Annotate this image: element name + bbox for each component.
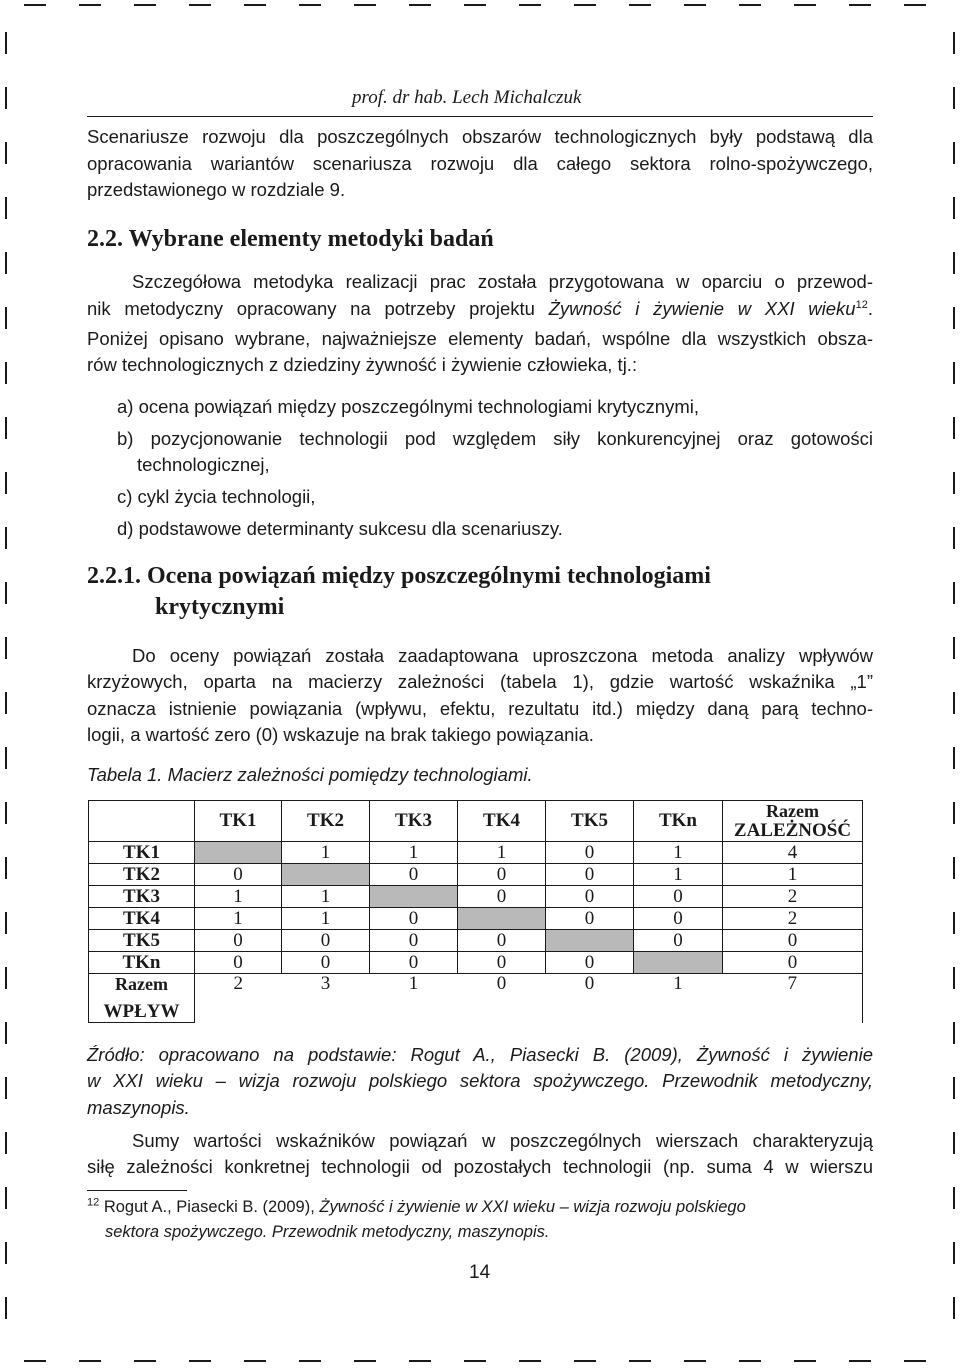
matrix-cell: 0 bbox=[195, 952, 282, 974]
crop-mark bbox=[189, 1360, 211, 1362]
matrix-cell: 0 bbox=[370, 864, 458, 886]
crop-mark bbox=[299, 1360, 321, 1362]
crop-mark bbox=[5, 582, 7, 604]
crop-mark bbox=[5, 362, 7, 384]
row-total: 0 bbox=[723, 930, 863, 952]
crop-mark bbox=[953, 197, 955, 219]
crop-mark bbox=[24, 4, 46, 6]
method-line-3: Poniżej opisano wybrane, najważniejsze elementy badań, wspólne dla wszystkich obsza- bbox=[87, 328, 873, 349]
crop-mark bbox=[953, 362, 955, 384]
wplyw-label: WPŁYW bbox=[103, 1001, 180, 1022]
crop-mark bbox=[794, 1360, 816, 1362]
running-head: prof. dr hab. Lech Michalczuk bbox=[352, 87, 582, 108]
row-header: TK4 bbox=[89, 908, 195, 930]
footnote-line-1 bbox=[87, 1196, 746, 1219]
row-total: 1 bbox=[723, 864, 863, 886]
table-header-row bbox=[89, 801, 863, 842]
crop-mark bbox=[953, 967, 955, 989]
footnote-rule bbox=[87, 1190, 187, 1191]
crop-mark bbox=[904, 4, 926, 6]
col-header-razem bbox=[723, 801, 863, 842]
list-item-d: d) podstawowe determinanty sukcesu dla scenariuszy. bbox=[117, 518, 563, 539]
row-total: 4 bbox=[723, 842, 863, 864]
crop-mark bbox=[953, 1187, 955, 1209]
matrix-cell: 0 bbox=[458, 930, 546, 952]
crop-mark bbox=[5, 912, 7, 934]
crop-mark bbox=[409, 4, 431, 6]
crop-mark bbox=[739, 1360, 761, 1362]
dependency-matrix-table bbox=[88, 800, 863, 1023]
col-header-tk1: TK1 bbox=[195, 801, 282, 842]
matrix-cell: 0 bbox=[634, 908, 723, 930]
razem-cell: 0 bbox=[458, 974, 546, 1023]
col-header-razem-line-2: ZALEŻNOŚĆ bbox=[733, 820, 852, 841]
crop-mark bbox=[904, 1360, 926, 1362]
crop-mark bbox=[953, 1242, 955, 1264]
crop-mark bbox=[953, 802, 955, 824]
razem-cell: 3 bbox=[282, 974, 370, 1023]
crop-mark bbox=[409, 1360, 431, 1362]
crop-mark bbox=[5, 967, 7, 989]
matrix-cell: 1 bbox=[195, 886, 282, 908]
crop-mark bbox=[24, 1360, 46, 1362]
crop-mark bbox=[299, 4, 321, 6]
crop-mark bbox=[5, 1297, 7, 1319]
matrix-cell: 1 bbox=[458, 842, 546, 864]
diagonal-cell bbox=[195, 842, 282, 864]
crop-mark bbox=[5, 527, 7, 549]
method-line-4: rów technologicznych z dziedziny żywność i żywienie człowieka, tj.: bbox=[87, 354, 638, 375]
method-line-2-text: nik metodyczny opracowany na potrzeby projektu bbox=[87, 298, 549, 319]
crop-mark bbox=[354, 4, 376, 6]
table-row bbox=[89, 930, 863, 952]
crop-mark bbox=[5, 142, 7, 164]
row-total: 2 bbox=[723, 908, 863, 930]
matrix-cell: 0 bbox=[282, 952, 370, 974]
method-line-2 bbox=[87, 296, 873, 322]
row-header: TK2 bbox=[89, 864, 195, 886]
crop-mark bbox=[189, 4, 211, 6]
footnote-title: Żywność i żywienie w XXI wieku – wizja rozwoju polskiego bbox=[319, 1198, 746, 1216]
crop-mark bbox=[953, 142, 955, 164]
page-number: 14 bbox=[469, 1262, 491, 1283]
crop-mark bbox=[5, 637, 7, 659]
crop-mark bbox=[953, 527, 955, 549]
crop-mark bbox=[629, 4, 651, 6]
crop-mark bbox=[5, 472, 7, 494]
crop-mark bbox=[953, 472, 955, 494]
matrix-cell: 0 bbox=[370, 952, 458, 974]
matrix-cell: 0 bbox=[195, 864, 282, 886]
footnote-line-2: sektora spożywczego. Przewodnik metodyczny, maszynopis. bbox=[105, 1223, 550, 1241]
crop-mark bbox=[953, 1022, 955, 1044]
row-header: TKn bbox=[89, 952, 195, 974]
matrix-cell: 0 bbox=[634, 930, 723, 952]
list-item-b-line-2: technologicznej, bbox=[137, 454, 270, 475]
matrix-cell: 0 bbox=[458, 864, 546, 886]
crop-mark bbox=[464, 1360, 486, 1362]
col-header-tk3: TK3 bbox=[370, 801, 458, 842]
matrix-cell: 0 bbox=[370, 930, 458, 952]
matrix-cell: 0 bbox=[546, 886, 634, 908]
row-total: 0 bbox=[723, 952, 863, 974]
row-header: TK5 bbox=[89, 930, 195, 952]
section-heading-2-2-1-cont: krytycznymi bbox=[155, 594, 285, 620]
footnote-ref-12: 12 bbox=[855, 298, 868, 311]
closing-line-1: Sumy wartości wskaźników powiązań w poszczególnych wierszach charakteryzują bbox=[132, 1130, 873, 1151]
assoc-line-4: logii, a wartość zero (0) wskazuje na brak takiego powiązania. bbox=[87, 724, 594, 745]
crop-mark bbox=[5, 307, 7, 329]
intro-line-3: przedstawionego w rozdziale 9. bbox=[87, 179, 346, 200]
matrix-cell: 1 bbox=[282, 886, 370, 908]
matrix-cell: 0 bbox=[634, 886, 723, 908]
col-header-tkn: TKn bbox=[634, 801, 723, 842]
intro-line-2: opracowania wariantów scenariusza rozwoju dla całego sektora rolno-spożywczego, bbox=[87, 153, 873, 174]
table-razem-row bbox=[89, 974, 863, 1023]
crop-mark bbox=[953, 747, 955, 769]
crop-mark bbox=[953, 417, 955, 439]
crop-mark bbox=[79, 1360, 101, 1362]
crop-mark bbox=[134, 1360, 156, 1362]
section-heading-2-2: 2.2. Wybrane elementy metodyki badań bbox=[87, 226, 494, 252]
crop-mark bbox=[739, 4, 761, 6]
matrix-cell: 1 bbox=[282, 908, 370, 930]
crop-mark bbox=[953, 857, 955, 879]
diagonal-cell bbox=[634, 952, 723, 974]
col-header-tk4: TK4 bbox=[458, 801, 546, 842]
crop-mark bbox=[953, 32, 955, 54]
table-corner-cell bbox=[89, 801, 195, 842]
crop-mark bbox=[953, 637, 955, 659]
razem-total: 7 bbox=[723, 974, 863, 1023]
crop-mark bbox=[953, 582, 955, 604]
header-rule bbox=[87, 116, 873, 117]
crop-mark bbox=[684, 4, 706, 6]
crop-mark bbox=[953, 1297, 955, 1319]
method-line-1: Szczegółowa metodyka realizacji prac została przygotowana w oparciu o przewod- bbox=[132, 271, 873, 292]
crop-mark bbox=[5, 692, 7, 714]
razem-cell: 0 bbox=[546, 974, 634, 1023]
razem-cell: 1 bbox=[370, 974, 458, 1023]
table-caption: Tabela 1. Macierz zależności pomiędzy technologiami. bbox=[87, 764, 533, 785]
table-row bbox=[89, 908, 863, 930]
row-total: 2 bbox=[723, 886, 863, 908]
matrix-cell: 0 bbox=[546, 908, 634, 930]
diagonal-cell bbox=[546, 930, 634, 952]
assoc-line-2: krzyżowych, oparta na macierzy zależności (tabela 1), gdzie wartość wskaźnika „1” bbox=[87, 671, 873, 692]
source-line-3: maszynopis. bbox=[87, 1097, 190, 1118]
closing-line-2: siłę zależności konkretnej technologii od pozostałych technologii (np. suma 4 w wierszu bbox=[87, 1156, 873, 1177]
matrix-cell: 0 bbox=[546, 842, 634, 864]
crop-mark bbox=[953, 87, 955, 109]
table-row bbox=[89, 952, 863, 974]
matrix-cell: 0 bbox=[370, 908, 458, 930]
table-row bbox=[89, 842, 863, 864]
razem-row-label: Razem bbox=[115, 974, 168, 994]
crop-mark bbox=[5, 857, 7, 879]
razem-cell: 1 bbox=[634, 974, 723, 1023]
crop-mark bbox=[5, 197, 7, 219]
col-header-razem-line-1: Razem bbox=[766, 801, 819, 821]
crop-mark bbox=[5, 1077, 7, 1099]
crop-mark bbox=[953, 252, 955, 274]
crop-mark bbox=[464, 4, 486, 6]
diagonal-cell bbox=[458, 908, 546, 930]
matrix-cell: 1 bbox=[282, 842, 370, 864]
crop-mark bbox=[519, 1360, 541, 1362]
diagonal-cell bbox=[282, 864, 370, 886]
footnote-authors: Rogut A., Piasecki B. (2009), bbox=[99, 1198, 320, 1216]
matrix-cell: 1 bbox=[634, 864, 723, 886]
row-header-razem bbox=[89, 974, 195, 1023]
section-heading-2-2-1: 2.2.1. Ocena powiązań między poszczególnymi technologiami bbox=[87, 563, 711, 589]
crop-mark bbox=[629, 1360, 651, 1362]
source-line-1: Źródło: opracowano na podstawie: Rogut A., Piasecki B. (2009), Żywność i żywienie bbox=[87, 1044, 873, 1065]
col-header-tk2: TK2 bbox=[282, 801, 370, 842]
crop-mark bbox=[5, 1187, 7, 1209]
crop-mark bbox=[574, 1360, 596, 1362]
crop-mark bbox=[849, 1360, 871, 1362]
crop-mark bbox=[953, 912, 955, 934]
crop-mark bbox=[684, 1360, 706, 1362]
crop-mark bbox=[5, 1022, 7, 1044]
crop-mark bbox=[79, 4, 101, 6]
list-item-c: c) cykl życia technologii, bbox=[117, 486, 316, 507]
crop-mark bbox=[5, 417, 7, 439]
diagonal-cell bbox=[370, 886, 458, 908]
matrix-cell: 0 bbox=[195, 930, 282, 952]
crop-mark bbox=[953, 1132, 955, 1154]
razem-cell: 2 bbox=[195, 974, 282, 1023]
matrix-cell: 1 bbox=[634, 842, 723, 864]
crop-mark bbox=[953, 1077, 955, 1099]
col-header-tk5: TK5 bbox=[546, 801, 634, 842]
row-header: TK1 bbox=[89, 842, 195, 864]
matrix-cell: 1 bbox=[370, 842, 458, 864]
crop-mark bbox=[5, 747, 7, 769]
assoc-line-3: oznacza istnienie powiązania (wpływu, efektu, rezultatu itd.) między daną parą techno- bbox=[87, 698, 873, 719]
crop-mark bbox=[5, 32, 7, 54]
crop-mark bbox=[519, 4, 541, 6]
crop-mark bbox=[849, 4, 871, 6]
crop-mark bbox=[794, 4, 816, 6]
matrix-cell: 0 bbox=[458, 886, 546, 908]
list-item-a: a) ocena powiązań między poszczególnymi technologiami krytycznymi, bbox=[117, 396, 699, 417]
crop-mark bbox=[244, 4, 266, 6]
matrix-cell: 0 bbox=[282, 930, 370, 952]
crop-mark bbox=[574, 4, 596, 6]
assoc-line-1: Do oceny powiązań została zaadaptowana uproszczona metoda analizy wpływów bbox=[132, 645, 873, 666]
source-line-2: w XXI wieku – wizja rozwoju polskiego sektora spożywczego. Przewodnik metodyczny, bbox=[87, 1070, 873, 1091]
table-row bbox=[89, 864, 863, 886]
crop-mark bbox=[953, 307, 955, 329]
crop-mark bbox=[5, 87, 7, 109]
crop-mark bbox=[5, 802, 7, 824]
list-item-b-line-1: b) pozycjonowanie technologii pod względem siły konkurencyjnej oraz gotowości bbox=[117, 428, 873, 449]
crop-mark bbox=[134, 4, 156, 6]
crop-mark bbox=[5, 252, 7, 274]
crop-mark bbox=[244, 1360, 266, 1362]
crop-mark bbox=[953, 692, 955, 714]
table-row bbox=[89, 886, 863, 908]
matrix-cell: 0 bbox=[546, 864, 634, 886]
method-line-2-end: . bbox=[867, 298, 873, 319]
matrix-cell: 1 bbox=[195, 908, 282, 930]
row-header: TK3 bbox=[89, 886, 195, 908]
crop-mark bbox=[354, 1360, 376, 1362]
crop-mark bbox=[5, 1242, 7, 1264]
matrix-cell: 0 bbox=[458, 952, 546, 974]
project-title: Żywność i żywienie w XXI wieku bbox=[548, 298, 856, 319]
crop-mark bbox=[5, 1132, 7, 1154]
matrix-cell: 0 bbox=[546, 952, 634, 974]
intro-line-1: Scenariusze rozwoju dla poszczególnych obszarów technologicznych były podstawą dla bbox=[87, 126, 873, 147]
footnote-number: 12 bbox=[87, 1196, 100, 1209]
